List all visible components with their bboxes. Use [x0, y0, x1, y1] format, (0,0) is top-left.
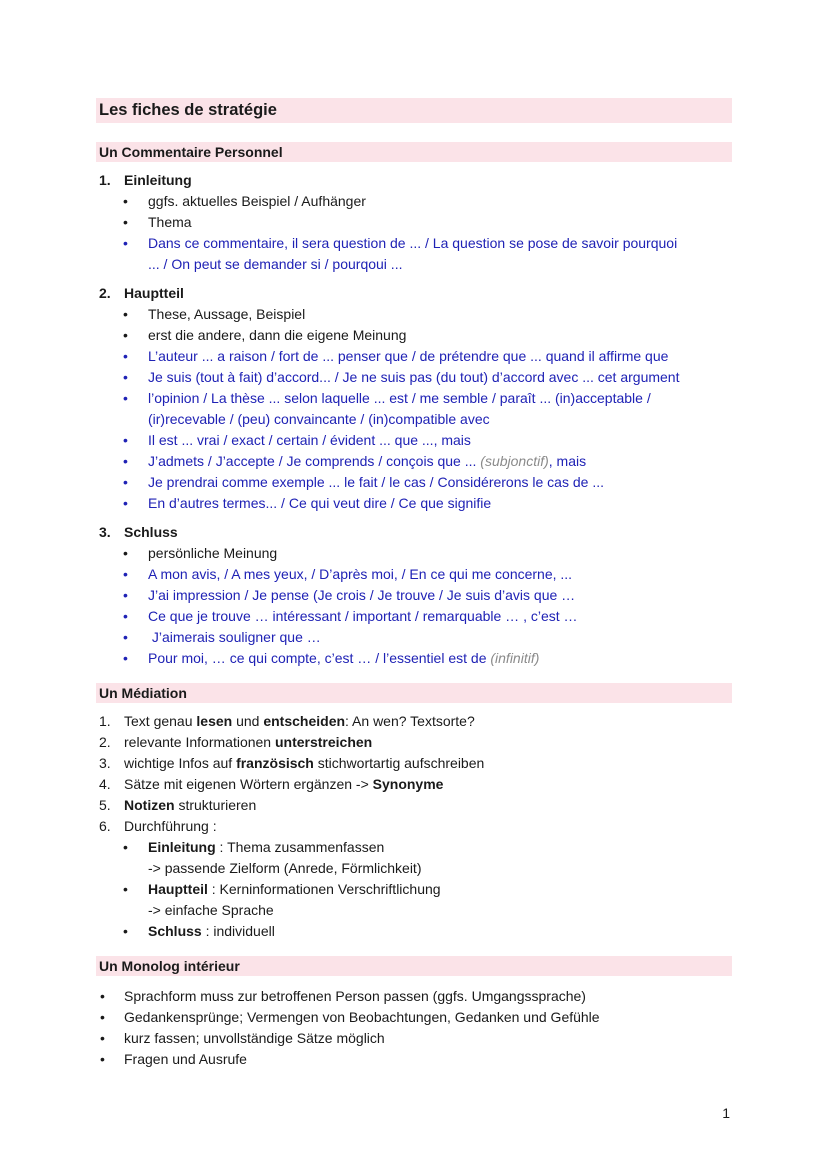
bullet-item-phrase: • A mon avis, / A mes yeux, / D’après moi, / En ce qui me concerne, ... [96, 564, 732, 585]
bullet-item: • These, Aussage, Beispiel [96, 304, 732, 325]
bullet-icon: • [123, 214, 128, 230]
bullet-item-phrase: • Pour moi, … ce qui compte, c’est … / l’essentiel est de (infinitif) [96, 648, 732, 669]
bullet-icon: • [123, 923, 128, 939]
bullet-item-phrase: • l’opinion / La thèse ... selon laquelle ... est / me semble / paraît ... (in)acceptable / [96, 388, 732, 409]
bullet-item-phrase: • Dans ce commentaire, il sera question de ... / La question se pose de savoir pourquoi [96, 233, 732, 254]
bullet-icon: • [123, 390, 128, 406]
list-item-einleitung [96, 170, 732, 191]
bullet-icon: • [123, 369, 128, 385]
list-heading: Einleitung [124, 172, 192, 188]
section-heading-commentaire: Un Commentaire Personnel [96, 142, 732, 162]
bullet-item-phrase: • En d’autres termes... / Ce qui veut dire / Ce que signifie [96, 493, 732, 514]
bullet-icon: • [123, 587, 128, 603]
bullet-icon: • [123, 193, 128, 209]
numbered-step: 3. wichtige Infos auf französisch stichwortartig aufschreiben [99, 755, 485, 771]
bullet-icon: • [123, 650, 128, 666]
numbered-step: 2. relevante Informationen unterstreichen [99, 734, 373, 750]
list-heading: Schluss [124, 524, 178, 540]
bullet-item: • erst die andere, dann die eigene Meinung [96, 325, 732, 346]
bullet-item-continuation: -> einfache Sprache [148, 902, 274, 918]
numbered-step: 4. Sätze mit eigenen Wörtern ergänzen -> Synonyme [99, 776, 444, 792]
bullet-icon: • [100, 1030, 105, 1046]
bullet-item: • Fragen und Ausrufe [96, 1049, 732, 1070]
bullet-item: • Einleitung : Thema zusammenfassen [96, 837, 732, 858]
section-heading-mediation: Un Médiation [96, 683, 732, 703]
bullet-icon: • [123, 881, 128, 897]
bullet-icon: • [123, 327, 128, 343]
bullet-icon: • [123, 545, 128, 561]
bullet-item-phrase: • J’aimerais souligner que … [96, 627, 732, 648]
bullet-item-phrase: • Je suis (tout à fait) d’accord... / Je ne suis pas (du tout) d’accord avec ... cet argument [96, 367, 732, 388]
list-item-schluss [96, 522, 732, 543]
bullet-item-phrase: • Il est ... vrai / exact / certain / évident ... que ..., mais [96, 430, 732, 451]
bullet-item: • persönliche Meinung [96, 543, 732, 564]
bullet-icon: • [123, 566, 128, 582]
bullet-icon: • [123, 474, 128, 490]
bullet-icon: • [123, 432, 128, 448]
bullet-item-continuation: ... / On peut se demander si / pourqoui ... [148, 256, 403, 272]
bullet-icon: • [123, 495, 128, 511]
mediation-body [96, 711, 732, 942]
page-title: Les fiches de stratégie [96, 98, 732, 123]
bullet-icon: • [100, 988, 105, 1004]
bullet-item-phrase: • Je prendrai comme exemple ... le fait / le cas / Considérerons le cas de ... [96, 472, 732, 493]
bullet-icon: • [123, 235, 128, 251]
bullet-item-phrase: • J’admets / J’accepte / Je comprends / conçois que ... (subjonctif), mais [96, 451, 732, 472]
bullet-item: • Hauptteil : Kerninformationen Verschriftlichung [96, 879, 732, 900]
bullet-item: • Sprachform muss zur betroffenen Person passen (ggfs. Umgangssprache) [96, 986, 732, 1007]
commentaire-body [96, 170, 732, 669]
bullet-item-continuation: -> passende Zielform (Anrede, Förmlichkeit) [148, 860, 422, 876]
bullet-icon: • [100, 1009, 105, 1025]
monolog-body [96, 986, 732, 1070]
bullet-icon: • [123, 608, 128, 624]
bullet-icon: • [123, 839, 128, 855]
list-number: 3. [99, 524, 111, 540]
bullet-icon: • [123, 306, 128, 322]
bullet-item: • ggfs. aktuelles Beispiel / Aufhänger [96, 191, 732, 212]
grammar-note: (subjonctif) [480, 453, 549, 469]
page-number: 1 [722, 1105, 730, 1121]
bullet-item: • kurz fassen; unvollständige Sätze möglich [96, 1028, 732, 1049]
bullet-icon: • [123, 453, 128, 469]
numbered-step: 1. Text genau lesen und entscheiden: An wen? Textsorte? [99, 713, 475, 729]
list-number: 1. [99, 172, 111, 188]
list-heading: Hauptteil [124, 285, 184, 301]
bullet-item-continuation: (ir)recevable / (peu) convaincante / (in)compatible avec [148, 411, 490, 427]
bullet-icon: • [123, 629, 128, 645]
document-page [96, 98, 732, 1070]
bullet-icon: • [123, 348, 128, 364]
bullet-icon: • [100, 1051, 105, 1067]
list-item-hauptteil [96, 283, 732, 304]
grammar-note: (infinitif) [490, 650, 540, 666]
numbered-step: 6. Durchführung : [99, 818, 217, 834]
bullet-item-phrase: • Ce que je trouve … intéressant / important / remarquable … , c’est … [96, 606, 732, 627]
bullet-item-phrase: • L’auteur ... a raison / fort de ... penser que / de prétendre que ... quand il affirme que [96, 346, 732, 367]
bullet-item: • Thema [96, 212, 732, 233]
bullet-item: • Schluss : individuell [96, 921, 732, 942]
bullet-item: • Gedankensprünge; Vermengen von Beobachtungen, Gedanken und Gefühle [96, 1007, 732, 1028]
section-heading-monolog: Un Monolog intérieur [96, 956, 732, 976]
bullet-item-phrase: • J’ai impression / Je pense (Je crois / Je trouve / Je suis d’avis que … [96, 585, 732, 606]
list-number: 2. [99, 285, 111, 301]
numbered-step: 5. Notizen strukturieren [99, 797, 257, 813]
